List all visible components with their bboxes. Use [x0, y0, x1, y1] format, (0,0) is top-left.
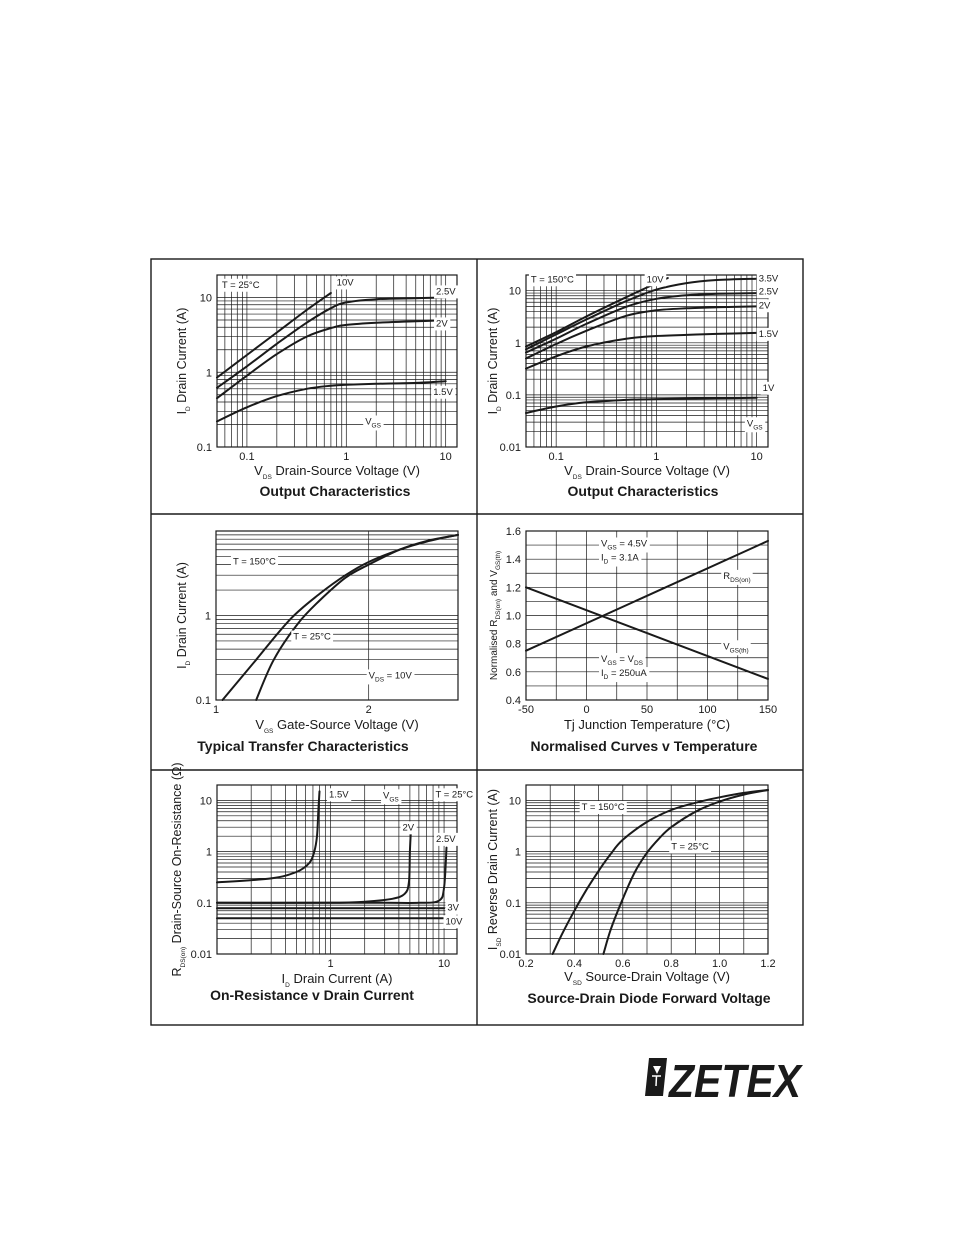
x-axis-label: $V_{DS}$ Drain-Source Voltage (V): [254, 463, 420, 481]
x-tick-label: 1.0: [711, 958, 728, 970]
annotation: $V_{GS} = V_{DS}$: [601, 653, 643, 667]
annotation: $V_{GS}$: [383, 790, 399, 804]
chart-title: Output Characteristics: [567, 483, 719, 499]
series-label: 1.5V: [758, 328, 779, 340]
x-tick-label: 0: [583, 704, 590, 716]
x-axis-label: $V_{SD}$ Source-Drain Voltage (V): [564, 969, 730, 987]
x-tick-label: -50: [518, 704, 534, 716]
y-axis-label: $I_D$ Drain Current (A): [486, 307, 503, 415]
annotation: T = 25°C: [221, 279, 260, 291]
x-tick-label: 1: [327, 958, 334, 970]
chart-1: [175, 275, 458, 499]
x-axis-label: $V_{GS}$ Gate-Source Voltage (V): [255, 717, 419, 735]
chart-5: [170, 762, 475, 1003]
annotation: T = 150°C: [232, 556, 276, 568]
y-tick-label: 1: [205, 846, 212, 859]
x-tick-label: 1: [653, 451, 660, 463]
x-axis-label: Tj Junction Temperature (°C): [563, 717, 731, 732]
y-tick-label: 1.0: [505, 610, 521, 623]
x-tick-label: 1.2: [760, 958, 776, 970]
y-tick-label: 1.2: [505, 582, 521, 595]
y-axis-label: $I_{SD}$ Reverse Drain Current (A): [486, 788, 503, 951]
annotation: T = 25°C: [293, 631, 331, 643]
y-tick-label: 10: [199, 795, 212, 808]
y-tick-label: 1.6: [505, 526, 521, 538]
chart-title: On-Resistance v Drain Current: [210, 987, 414, 1003]
x-tick-label: 100: [698, 704, 717, 716]
annotation: $I_D = 250uA$: [601, 668, 647, 682]
y-tick-label: 0.1: [196, 897, 212, 910]
y-axis-label: $I_D$ Drain Current (A): [175, 562, 192, 669]
annotation: $V_{GS}$: [746, 418, 763, 432]
y-axis-label: $I_D$ Drain Current (A): [175, 307, 192, 415]
y-tick-label: 0.1: [505, 389, 521, 402]
series-label: 1.5V: [433, 386, 453, 398]
x-tick-label: 0.1: [239, 451, 255, 463]
chart-3: [175, 531, 458, 754]
annotation: T = 150°C: [581, 801, 625, 813]
series-label: 2V: [402, 822, 415, 834]
y-tick-label: 0.1: [196, 442, 212, 454]
chart-4: [489, 526, 777, 754]
x-tick-label: 1: [212, 704, 220, 716]
annotation: $V_{GS} = 4.5V$: [601, 538, 648, 552]
x-tick-label: 0.2: [518, 958, 534, 970]
x-tick-label: 0.8: [663, 958, 679, 970]
y-tick-label: 1: [514, 337, 521, 350]
y-tick-label: 1: [514, 846, 521, 859]
zetex-logo: [645, 1052, 805, 1102]
y-tick-label: 1: [204, 610, 211, 623]
series-label: 10V: [646, 274, 664, 286]
series-label: 2.5V: [758, 286, 779, 298]
x-axis-label: $I_D$ Drain Current (A): [281, 971, 393, 989]
annotation: $I_D = 3.1A$: [601, 552, 639, 566]
series-label: 10V: [445, 916, 463, 928]
series-label: 2.5V: [436, 286, 456, 298]
plot-area: [217, 785, 460, 954]
x-axis-label: $V_{DS}$ Drain-Source Voltage (V): [564, 463, 730, 481]
y-tick-label: 0.01: [190, 949, 212, 961]
chart-layer: [170, 273, 781, 1006]
chart-title: Normalised Curves v Temperature: [530, 738, 758, 754]
series-label: 3.5V: [758, 273, 779, 285]
y-axis-label: $R_{DS(on)}$ Drain-Source On-Resistance (Ω): [170, 762, 187, 977]
annotation: T = 25°C: [435, 789, 474, 801]
y-axis-label: Normalised $R_{DS(on)}$ and $V_{GS(th)}$: [489, 550, 502, 681]
annotation: $V_{DS} = 10V$: [368, 670, 412, 684]
x-tick-label: 10: [439, 451, 452, 463]
x-tick-label: 0.4: [566, 958, 583, 970]
annotation: T = 150°C: [530, 274, 574, 286]
chart-title: Typical Transfer Characteristics: [197, 738, 409, 754]
series-label: 10V: [336, 277, 354, 289]
y-tick-label: 0.4: [505, 695, 521, 707]
chart-title: Output Characteristics: [259, 483, 411, 499]
y-tick-label: 0.8: [505, 638, 521, 651]
x-tick-label: 0.6: [615, 958, 631, 970]
annotation: $V_{GS}$: [365, 416, 381, 430]
y-tick-label: 1: [205, 367, 212, 380]
chart-title: Source-Drain Diode Forward Voltage: [527, 990, 771, 1006]
series-label: 2V: [436, 318, 448, 330]
x-tick-label: 10: [750, 451, 763, 463]
x-tick-label: 1: [343, 451, 350, 463]
x-tick-label: 50: [640, 704, 654, 716]
chart-6: [486, 785, 776, 1006]
x-tick-label: 0.1: [548, 451, 564, 463]
series-label: 1.5V: [329, 789, 349, 801]
y-tick-label: 10: [508, 285, 521, 298]
x-tick-label: 10: [437, 958, 451, 970]
series-label: $R_{DS(on)}$: [723, 570, 751, 584]
series-label: 2V: [758, 300, 771, 312]
y-tick-label: 0.1: [195, 695, 211, 707]
logo-text: ZETEX: [667, 1055, 804, 1102]
y-tick-label: 0.1: [505, 897, 521, 910]
annotation: T = 25°C: [671, 841, 709, 853]
logo-mark-icon: [645, 1058, 667, 1096]
y-tick-label: 0.01: [499, 949, 521, 961]
series-label: 3V: [447, 902, 460, 914]
x-tick-label: 150: [758, 704, 778, 716]
y-tick-label: 10: [199, 292, 212, 305]
y-tick-label: 10: [508, 795, 521, 808]
y-tick-label: 1.4: [505, 554, 521, 567]
series-label: $V_{GS(th)}$: [723, 641, 749, 655]
series-label: 1V: [762, 382, 775, 394]
y-tick-label: 0.6: [505, 666, 521, 679]
chart-2: [486, 273, 781, 499]
series-label: 2.5V: [436, 833, 456, 845]
x-tick-label: 2: [365, 704, 372, 716]
y-tick-label: 0.01: [499, 442, 521, 454]
